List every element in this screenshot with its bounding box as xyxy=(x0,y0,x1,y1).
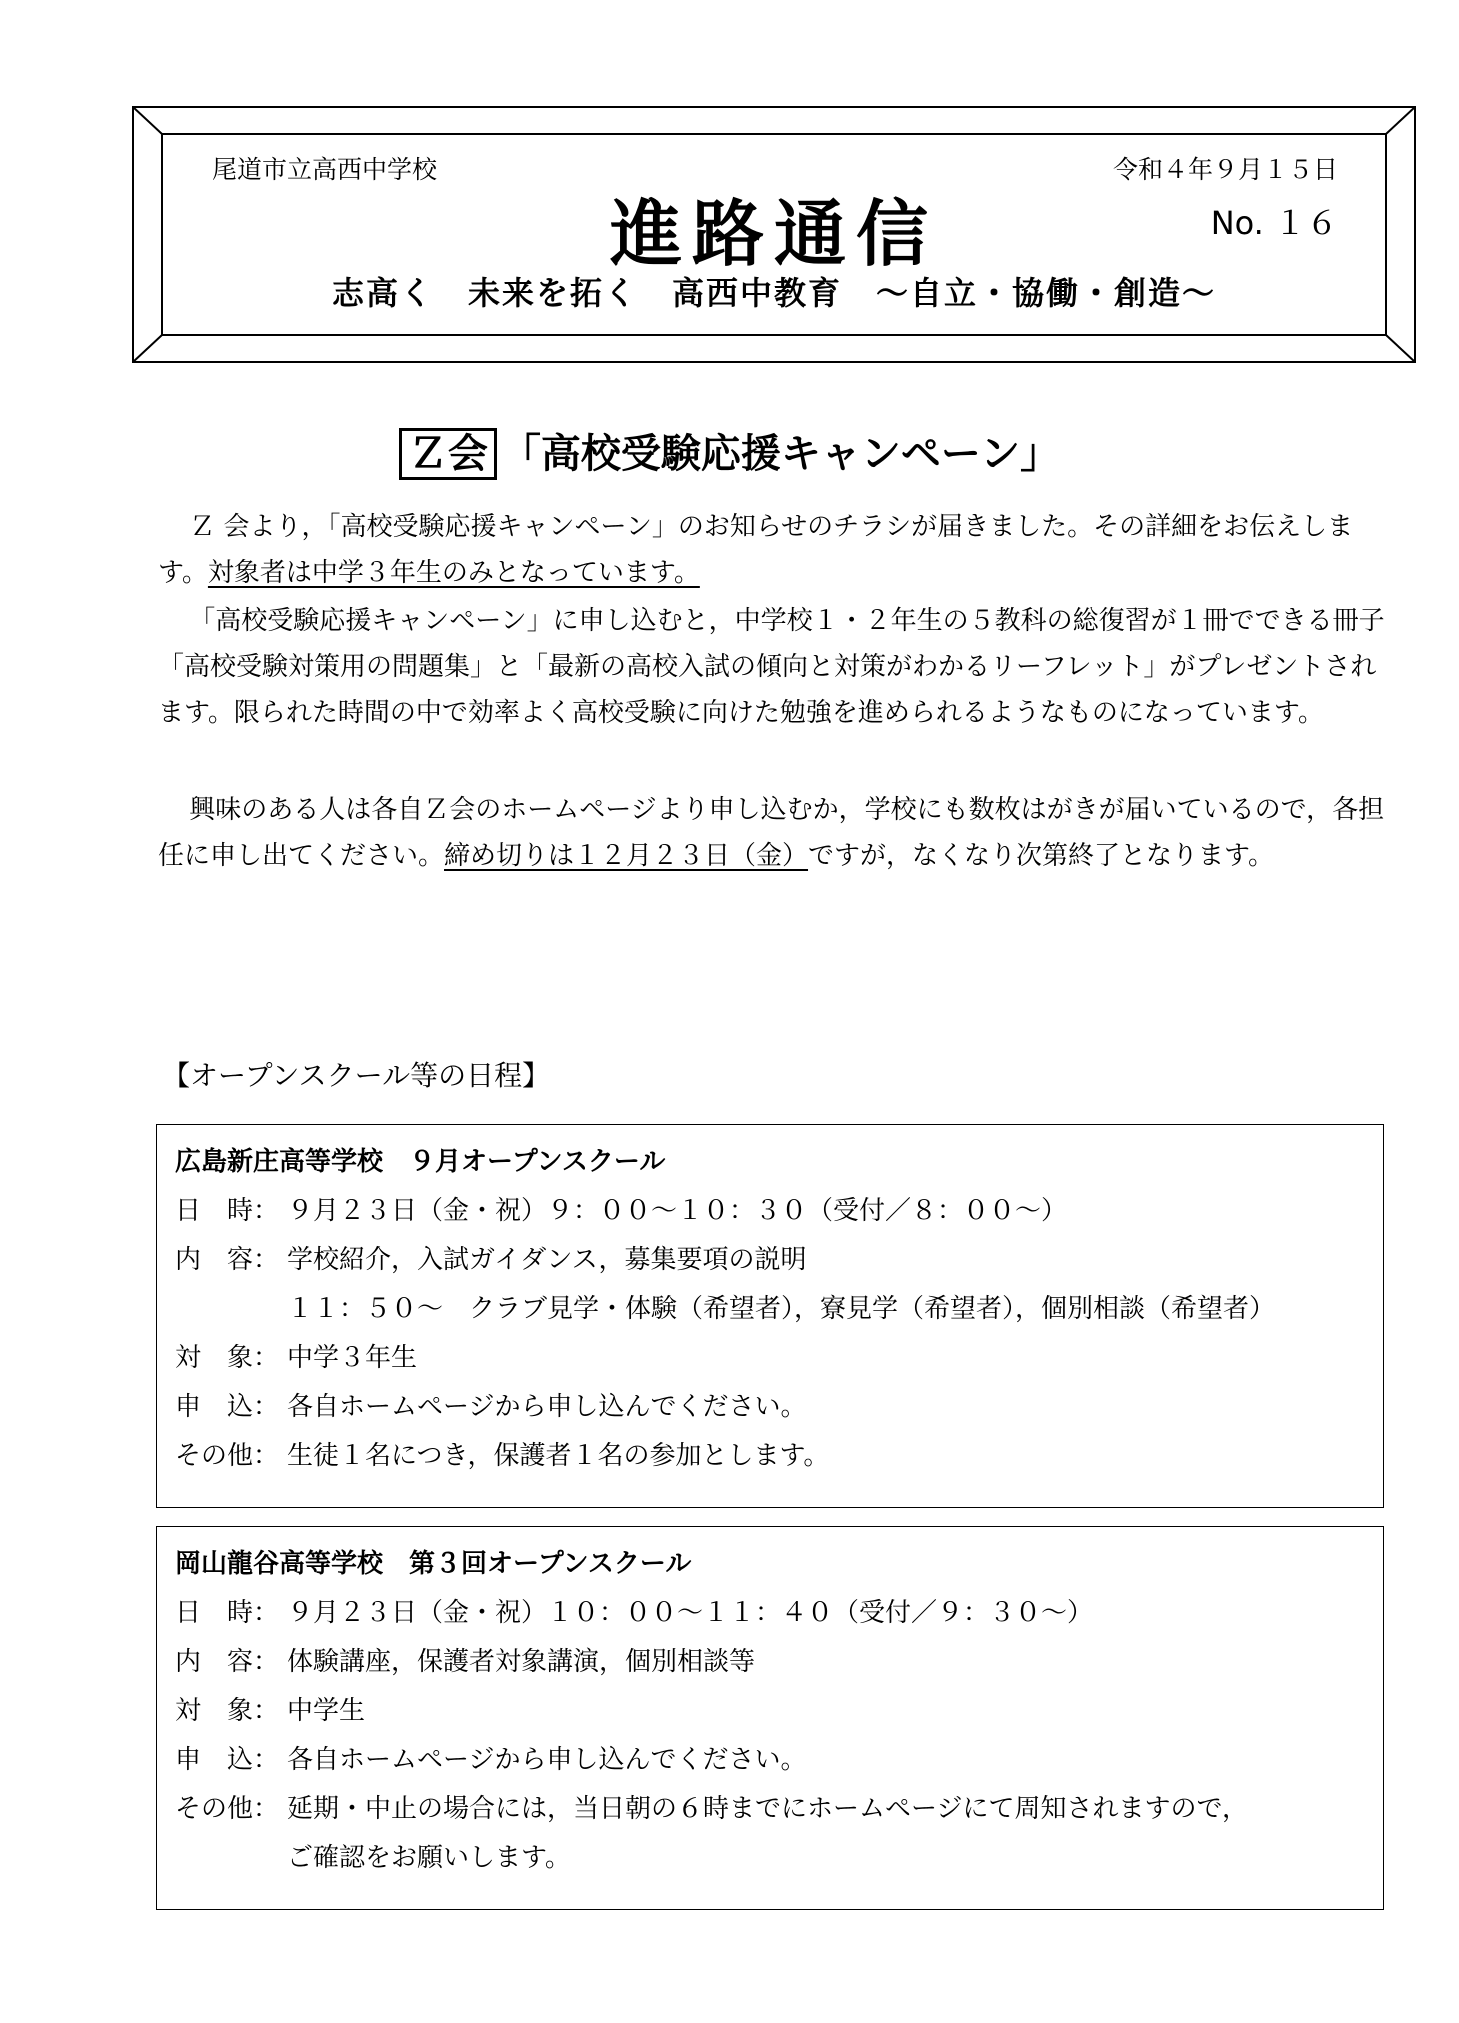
info-row: 申 込： 各自ホームページから申し込んでください。 xyxy=(175,1392,807,1422)
info-row: 日 時： ９月２３日（金・祝）９：００～１０：３０（受付／８：００～） xyxy=(175,1196,1068,1226)
info-row: 対 象： 中学生 xyxy=(175,1696,366,1726)
school-name: 尾道市立高西中学校 xyxy=(212,155,438,184)
info-row: 日 時： ９月２３日（金・祝）１０：００～１１：４０（受付／９：３０～） xyxy=(175,1598,1094,1628)
issue-number: No. １６ xyxy=(1210,204,1338,242)
paragraph-2 xyxy=(158,598,1390,736)
info-row: 申 込： 各自ホームページから申し込んでください。 xyxy=(175,1745,807,1775)
school-box-shinjo xyxy=(156,1124,1384,1508)
info-row: 対 象： 中学３年生 xyxy=(175,1343,418,1373)
info-row: その他： 延期・中止の場合には，当日朝の６時までにホームページにて周知されますので， xyxy=(175,1794,1248,1824)
deadline-note: 締め切りは１２月２３日（金） xyxy=(444,841,809,871)
info-row: 内 容： 学校紹介，入試ガイダンス，募集要項の説明 xyxy=(175,1245,807,1275)
target-note: 対象者は中学３年生のみとなっています。 xyxy=(207,558,700,588)
paragraph-3 xyxy=(158,787,1390,879)
school-title: 岡山龍谷高等学校 第３回オープンスクール xyxy=(175,1549,692,1579)
school-box-ryukoku xyxy=(156,1526,1384,1910)
campaign-title: 「高校受験応援キャンペーン」 xyxy=(500,431,1061,477)
issue-date: 令和４年９月１５日 xyxy=(1112,155,1338,184)
paragraph-2-text: 「高校受験応援キャンペーン」に申し込むと，中学校１・２年生の５教科の総復習が１冊でできる冊子「高校受験対策用の問題集」と「最新の高校入試の傾向と対策がわかるリーフレット」がプレゼントされます。限られた時間の中で効率よく高校受験に向けた勉強を進められるようなものになっています。 xyxy=(158,606,1385,728)
article-title xyxy=(0,422,1459,479)
paragraph-3-text: 興味のある人は各自Ｚ会のホームページより申し込むか，学校にも数枚はがきが届いているので，各担任に申し出てください。 xyxy=(158,795,1385,871)
schedule-heading: 【オープンスクール等の日程】 xyxy=(162,1059,551,1092)
school-title: 広島新庄高等学校 ９月オープンスクール xyxy=(175,1147,666,1177)
info-row: 内 容： 体験講座，保護者対象講演，個別相談等 xyxy=(175,1647,756,1677)
header-banner xyxy=(132,106,1416,363)
paragraph-1-text: Ｚ 会より，「高校受験応援キャンペーン」のお知らせのチラシが届きました。その詳細をお伝えします。 xyxy=(158,512,1354,588)
info-row: ご確認をお願いします。 xyxy=(287,1843,571,1873)
school-motto: 志高く 未来を拓く 高西中教育 ～自立・協働・創造～ xyxy=(331,274,1216,312)
info-row: その他： 生徒１名につき，保護者１名の参加とします。 xyxy=(175,1441,830,1471)
paragraph-1 xyxy=(158,504,1390,596)
info-row: １１：５０～ クラブ見学・体験（希望者），寮見学（希望者），個別相談（希望者） xyxy=(287,1294,1276,1324)
paragraph-3-end: ですが，なくなり次第終了となります。 xyxy=(808,841,1274,871)
zkai-label: Ｚ会 xyxy=(399,428,497,480)
newsletter-title: 進路通信 xyxy=(609,191,938,276)
